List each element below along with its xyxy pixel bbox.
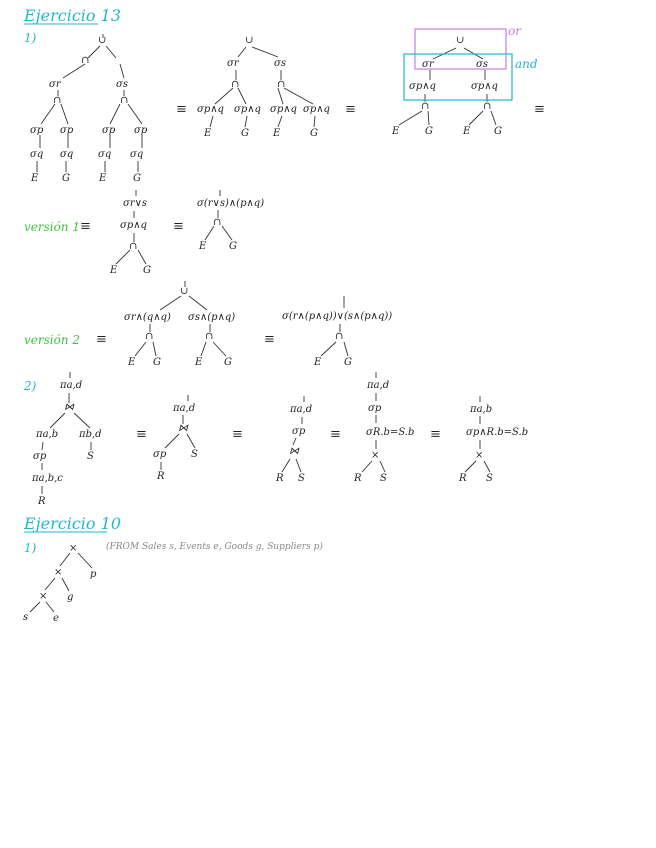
e2t1-pabc: πa,b,c bbox=[32, 473, 63, 484]
heading-ejercicio-13: Ejercicio 13 bbox=[24, 6, 121, 25]
v1b-sel: σ(r∨s)∧(p∧q) bbox=[197, 198, 265, 209]
or-label: or bbox=[508, 24, 521, 38]
t2-spq-4: σp∧q bbox=[303, 104, 330, 115]
e2t2-join: ⋈ bbox=[178, 423, 188, 434]
v2a-G-2: G bbox=[224, 357, 232, 368]
t1-G-1: G bbox=[62, 173, 70, 184]
t2-G-1: G bbox=[241, 128, 249, 139]
e2t1-R: R bbox=[38, 496, 46, 507]
t3-ss: σs bbox=[476, 59, 488, 70]
v1b-G: G bbox=[229, 241, 237, 252]
t3-join-right: ∩ bbox=[483, 101, 492, 112]
e10-cross-top: × bbox=[69, 543, 78, 554]
e2t2-S: S bbox=[191, 449, 198, 460]
version-2-label: versión 2 bbox=[24, 333, 81, 347]
v1a-E: E bbox=[110, 265, 118, 276]
t1-sq-1: σq bbox=[30, 149, 44, 160]
e2t5-S: S bbox=[486, 473, 493, 484]
v2b-G: G bbox=[344, 357, 352, 368]
v1a-spq: σp∧q bbox=[120, 220, 147, 231]
e2t3-pad: πa,d bbox=[290, 404, 313, 415]
t2-sr: σr bbox=[227, 58, 239, 69]
t3-join-left: ∩ bbox=[421, 101, 430, 112]
v2a-E-1: E bbox=[128, 357, 136, 368]
v2b-E: E bbox=[314, 357, 322, 368]
and-label: and bbox=[515, 57, 538, 71]
e2t3-join: ⋈ bbox=[289, 446, 299, 457]
equiv-e2-1: ≡ bbox=[136, 427, 147, 442]
v1a-srs: σr∨s bbox=[123, 198, 148, 209]
e2t1-pab: πa,b bbox=[36, 429, 59, 440]
t1-sq-4: σq bbox=[130, 149, 144, 160]
v1b-join: ∩ bbox=[213, 217, 222, 228]
t2-E-1: E bbox=[204, 128, 212, 139]
t3-E-2: E bbox=[463, 126, 471, 137]
e2t3-sp: σp bbox=[292, 426, 306, 437]
t2-union: ∪ bbox=[245, 35, 254, 46]
e10-e: e bbox=[53, 613, 59, 624]
t1-sp-1: σp bbox=[30, 125, 44, 136]
t1-E-1: E bbox=[31, 173, 39, 184]
e10-from-note: (FROM Sales s, Events e, Goods g, Suppliers p) bbox=[106, 542, 323, 552]
v2a-join-right: ∩ bbox=[205, 331, 214, 342]
t2-ss: σs bbox=[274, 58, 286, 69]
part-1-label: 1) bbox=[24, 31, 37, 45]
v1a-join: ∩ bbox=[129, 241, 138, 252]
e2t4-srb: σR.b=S.b bbox=[366, 427, 415, 438]
e10-g: g bbox=[67, 592, 74, 603]
e2t4-S: S bbox=[380, 473, 387, 484]
t1-sq-3: σq bbox=[98, 149, 112, 160]
e2t1-pbd: πb,d bbox=[79, 429, 102, 440]
equiv-v1-b: ≡ bbox=[173, 219, 184, 234]
e2t2-sp: σp bbox=[153, 449, 167, 460]
v2a-union: ∪ bbox=[180, 286, 189, 297]
e2t2-R: R bbox=[157, 471, 165, 482]
t1-join-right: ∩ bbox=[120, 95, 129, 106]
e2t1-pad: πa,d bbox=[60, 380, 83, 391]
t1-join: ∩ bbox=[81, 55, 90, 66]
e2t3-R: R bbox=[276, 473, 284, 484]
t3-sr: σr bbox=[422, 59, 434, 70]
t2-spq-2: σp∧q bbox=[234, 104, 261, 115]
e2t4-R: R bbox=[354, 473, 362, 484]
t1-sp-3: σp bbox=[102, 125, 116, 136]
e2t5-cross: × bbox=[475, 450, 484, 461]
equiv-e2-4: ≡ bbox=[430, 427, 441, 442]
e2t5-R: R bbox=[459, 473, 467, 484]
t1-ss: σs bbox=[116, 79, 128, 90]
equiv-v1-a: ≡ bbox=[80, 219, 91, 234]
v2b-join: ∩ bbox=[335, 331, 344, 342]
v2a-E-2: E bbox=[195, 357, 203, 368]
t2-join-left: ∩ bbox=[231, 79, 240, 90]
equiv-v2-a: ≡ bbox=[96, 332, 107, 347]
e2t5-sel: σp∧R.b=S.b bbox=[466, 427, 529, 438]
v2a-right: σs∧(p∧q) bbox=[188, 312, 236, 323]
equiv-v2-b: ≡ bbox=[264, 332, 275, 347]
t2-spq-1: σp∧q bbox=[197, 104, 224, 115]
v1b-E: E bbox=[199, 241, 207, 252]
v2a-G-1: G bbox=[153, 357, 161, 368]
t3-spq-2: σp∧q bbox=[471, 81, 498, 92]
e2t1-sp: σp bbox=[33, 451, 47, 462]
t3-G-2: G bbox=[494, 126, 502, 137]
t1-sq-2: σq bbox=[60, 149, 74, 160]
e2t4-sp: σp bbox=[368, 403, 382, 414]
t3-union: ∪ bbox=[456, 35, 465, 46]
e10-cross-bot: × bbox=[39, 591, 48, 602]
t2-join-right: ∩ bbox=[277, 79, 286, 90]
t2-G-2: G bbox=[310, 128, 318, 139]
v2a-join-left: ∩ bbox=[145, 331, 154, 342]
e2t1-join: ⋈ bbox=[64, 402, 74, 413]
e2t3-S: S bbox=[298, 473, 305, 484]
t2-spq-3: σp∧q bbox=[270, 104, 297, 115]
part-2-label: 2) bbox=[24, 379, 37, 393]
equiv-3: ≡ bbox=[534, 102, 545, 117]
part-1b-label: 1) bbox=[24, 541, 37, 555]
t3-E-1: E bbox=[392, 126, 400, 137]
v2b-sel: σ(r∧(p∧q))∨(s∧(p∧q)) bbox=[282, 311, 393, 322]
e2t5-pab: πa,b bbox=[470, 404, 493, 415]
t3-spq-1: σp∧q bbox=[409, 81, 436, 92]
t1-sr: σr bbox=[49, 79, 61, 90]
equiv-1: ≡ bbox=[176, 102, 187, 117]
heading-ejercicio-10: Ejercicio 10 bbox=[24, 514, 121, 533]
e2t4-pad: πa,d bbox=[367, 380, 390, 391]
t1-join-left: ∩ bbox=[53, 95, 62, 106]
v2a-left: σr∧(q∧q) bbox=[124, 312, 171, 323]
t3-G-1: G bbox=[425, 126, 433, 137]
equiv-e2-3: ≡ bbox=[330, 427, 341, 442]
t1-union: ∪ bbox=[98, 35, 107, 46]
e2t1-S: S bbox=[87, 451, 94, 462]
e2t2-pad: πa,d bbox=[173, 403, 196, 414]
t1-sp-2: σp bbox=[60, 125, 74, 136]
t1-E-2: E bbox=[99, 173, 107, 184]
v1a-G: G bbox=[143, 265, 151, 276]
e10-s: s bbox=[23, 612, 29, 623]
t1-G-2: G bbox=[133, 173, 141, 184]
e10-cross-mid: × bbox=[54, 567, 63, 578]
e2t4-cross: × bbox=[371, 450, 380, 461]
t1-sp-4: σp bbox=[134, 125, 148, 136]
equiv-2: ≡ bbox=[345, 102, 356, 117]
t2-E-2: E bbox=[273, 128, 281, 139]
equiv-e2-2: ≡ bbox=[232, 427, 243, 442]
version-1-label: versión 1 bbox=[24, 220, 81, 234]
e10-p: p bbox=[90, 569, 97, 580]
